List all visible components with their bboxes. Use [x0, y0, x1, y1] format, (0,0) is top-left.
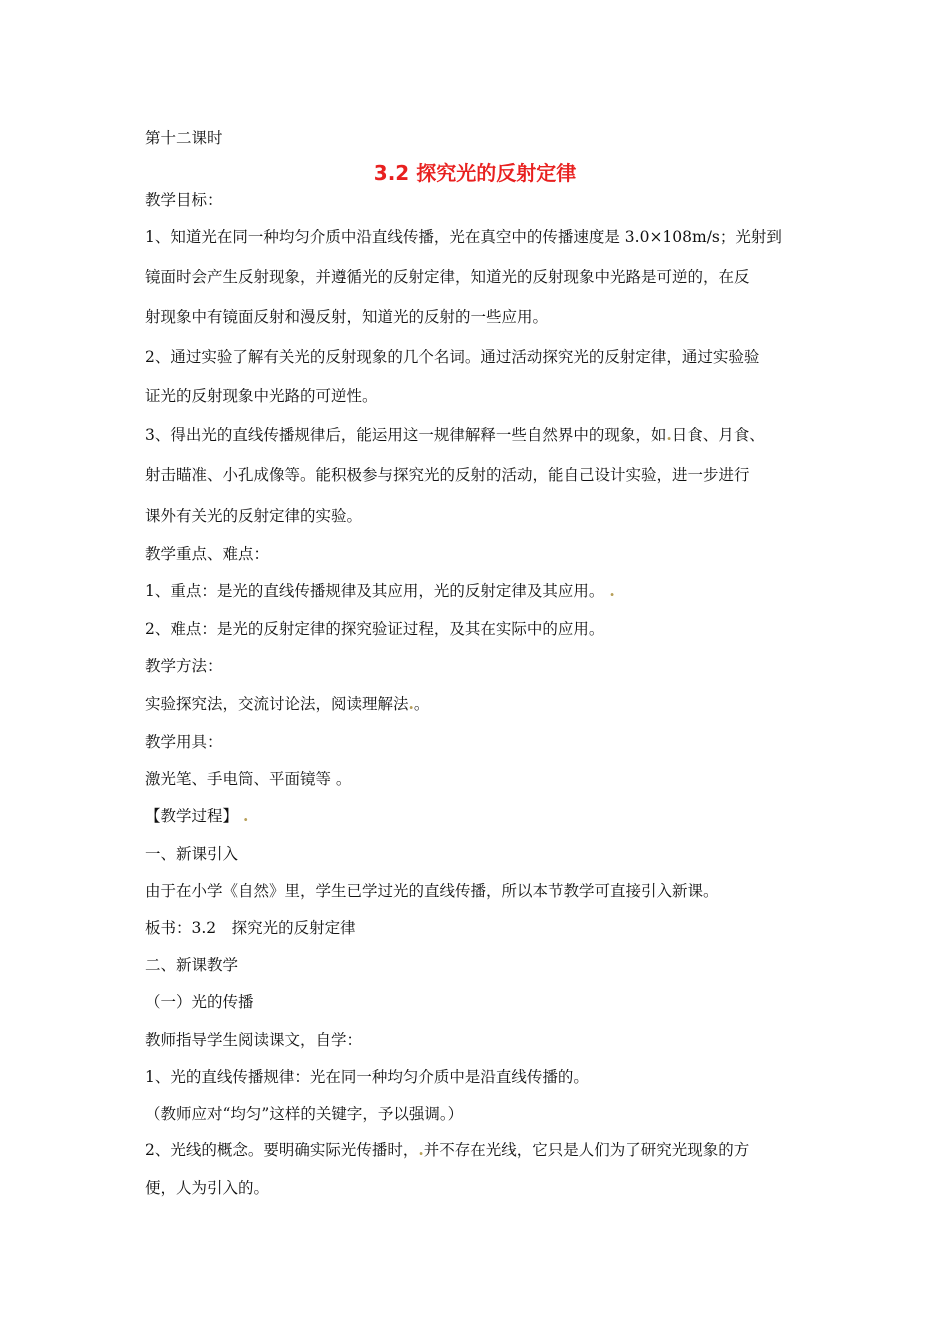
- rule-2-text-tail: 并不存在光线，它只是人们为了研究光现象的方: [423, 1141, 750, 1159]
- stray-mark: .: [408, 694, 414, 713]
- objective-2-line-1: 2、通过实验了解有关光的反射现象的几个名词。通过活动探究光的反射定律，通过实验验: [145, 348, 760, 366]
- rule-2-text: 2、光线的概念。要明确实际光传播时，: [145, 1141, 419, 1159]
- objective-3-line-1-tail: 日食、月食、: [671, 426, 765, 444]
- objective-3-line-1-text: 3、得出光的直线传播规律后，能运用这一规律解释一些自然界中的现象，如: [145, 426, 667, 444]
- methods-text-main: 实验探究法，交流讨论法，阅读理解法: [145, 695, 409, 713]
- objective-1-line-2: 镜面时会产生反射现象，并遵循光的反射定律，知道光的反射现象中光路是可逆的，在反: [145, 268, 750, 286]
- rule-2-line-2: 便，人为引入的。: [145, 1179, 270, 1197]
- objective-3-line-2: 射击瞄准、小孔成像等。能积极参与探究光的反射的活动，能自己设计实验，进一步进行: [145, 466, 750, 484]
- section-new-lesson-intro: 一、新课引入: [145, 845, 239, 863]
- tools-heading: 教学用具：: [145, 733, 223, 751]
- methods-text-tail: 。: [413, 695, 430, 713]
- objective-1-line-3: 射现象中有镜面反射和漫反射，知道光的反射的一些应用。: [145, 308, 549, 326]
- stray-mark: .: [418, 1140, 424, 1159]
- subsection-light-propagation: （一）光的传播: [145, 993, 254, 1011]
- objective-3-line-1: [145, 424, 765, 446]
- objectives-heading: 教学目标：: [145, 191, 223, 209]
- stray-mark: .: [609, 581, 615, 600]
- stray-mark: .: [666, 425, 672, 444]
- key-point-text: 1、重点：是光的直线传播规律及其应用，光的反射定律及其应用。: [145, 582, 605, 600]
- board-text: 板书：3.2 探究光的反射定律: [145, 919, 356, 937]
- stray-mark: .: [242, 806, 249, 825]
- difficult-point: 2、难点：是光的反射定律的探究验证过程，及其在实际中的应用。: [145, 620, 605, 638]
- methods-text: [145, 693, 429, 715]
- rule-2-line-1: [145, 1139, 749, 1161]
- process-heading: [145, 805, 248, 827]
- process-heading-text: 【教学过程】: [145, 807, 239, 825]
- teacher-note: （教师应对“均匀”这样的关键字，予以强调。）: [145, 1105, 464, 1123]
- objective-2-line-2: 证光的反射现象中光路的可逆性。: [145, 387, 378, 405]
- objective-3-line-3: 课外有关光的反射定律的实验。: [145, 507, 363, 525]
- methods-heading: 教学方法：: [145, 657, 223, 675]
- intro-text: 由于在小学《自然》里，学生已学过光的直线传播，所以本节教学可直接引入新课。: [145, 882, 719, 900]
- lesson-label: 第十二课时: [145, 129, 223, 147]
- guide-text: 教师指导学生阅读课文，自学：: [145, 1031, 363, 1049]
- rule-1: 1、光的直线传播规律：光在同一种均匀介质中是沿直线传播的。: [145, 1068, 589, 1086]
- key-points-heading: 教学重点、难点：: [145, 545, 270, 563]
- section-new-lesson-teaching: 二、新课教学: [145, 956, 239, 974]
- objective-1-line-1: 1、知道光在同一种均匀介质中沿直线传播，光在真空中的传播速度是 3.0×108m/s；光射到: [145, 228, 782, 246]
- tools-text: 激光笔、手电筒、平面镜等 。: [145, 770, 352, 788]
- page-title: 3.2 探究光的反射定律: [373, 161, 577, 185]
- key-point: [145, 580, 615, 602]
